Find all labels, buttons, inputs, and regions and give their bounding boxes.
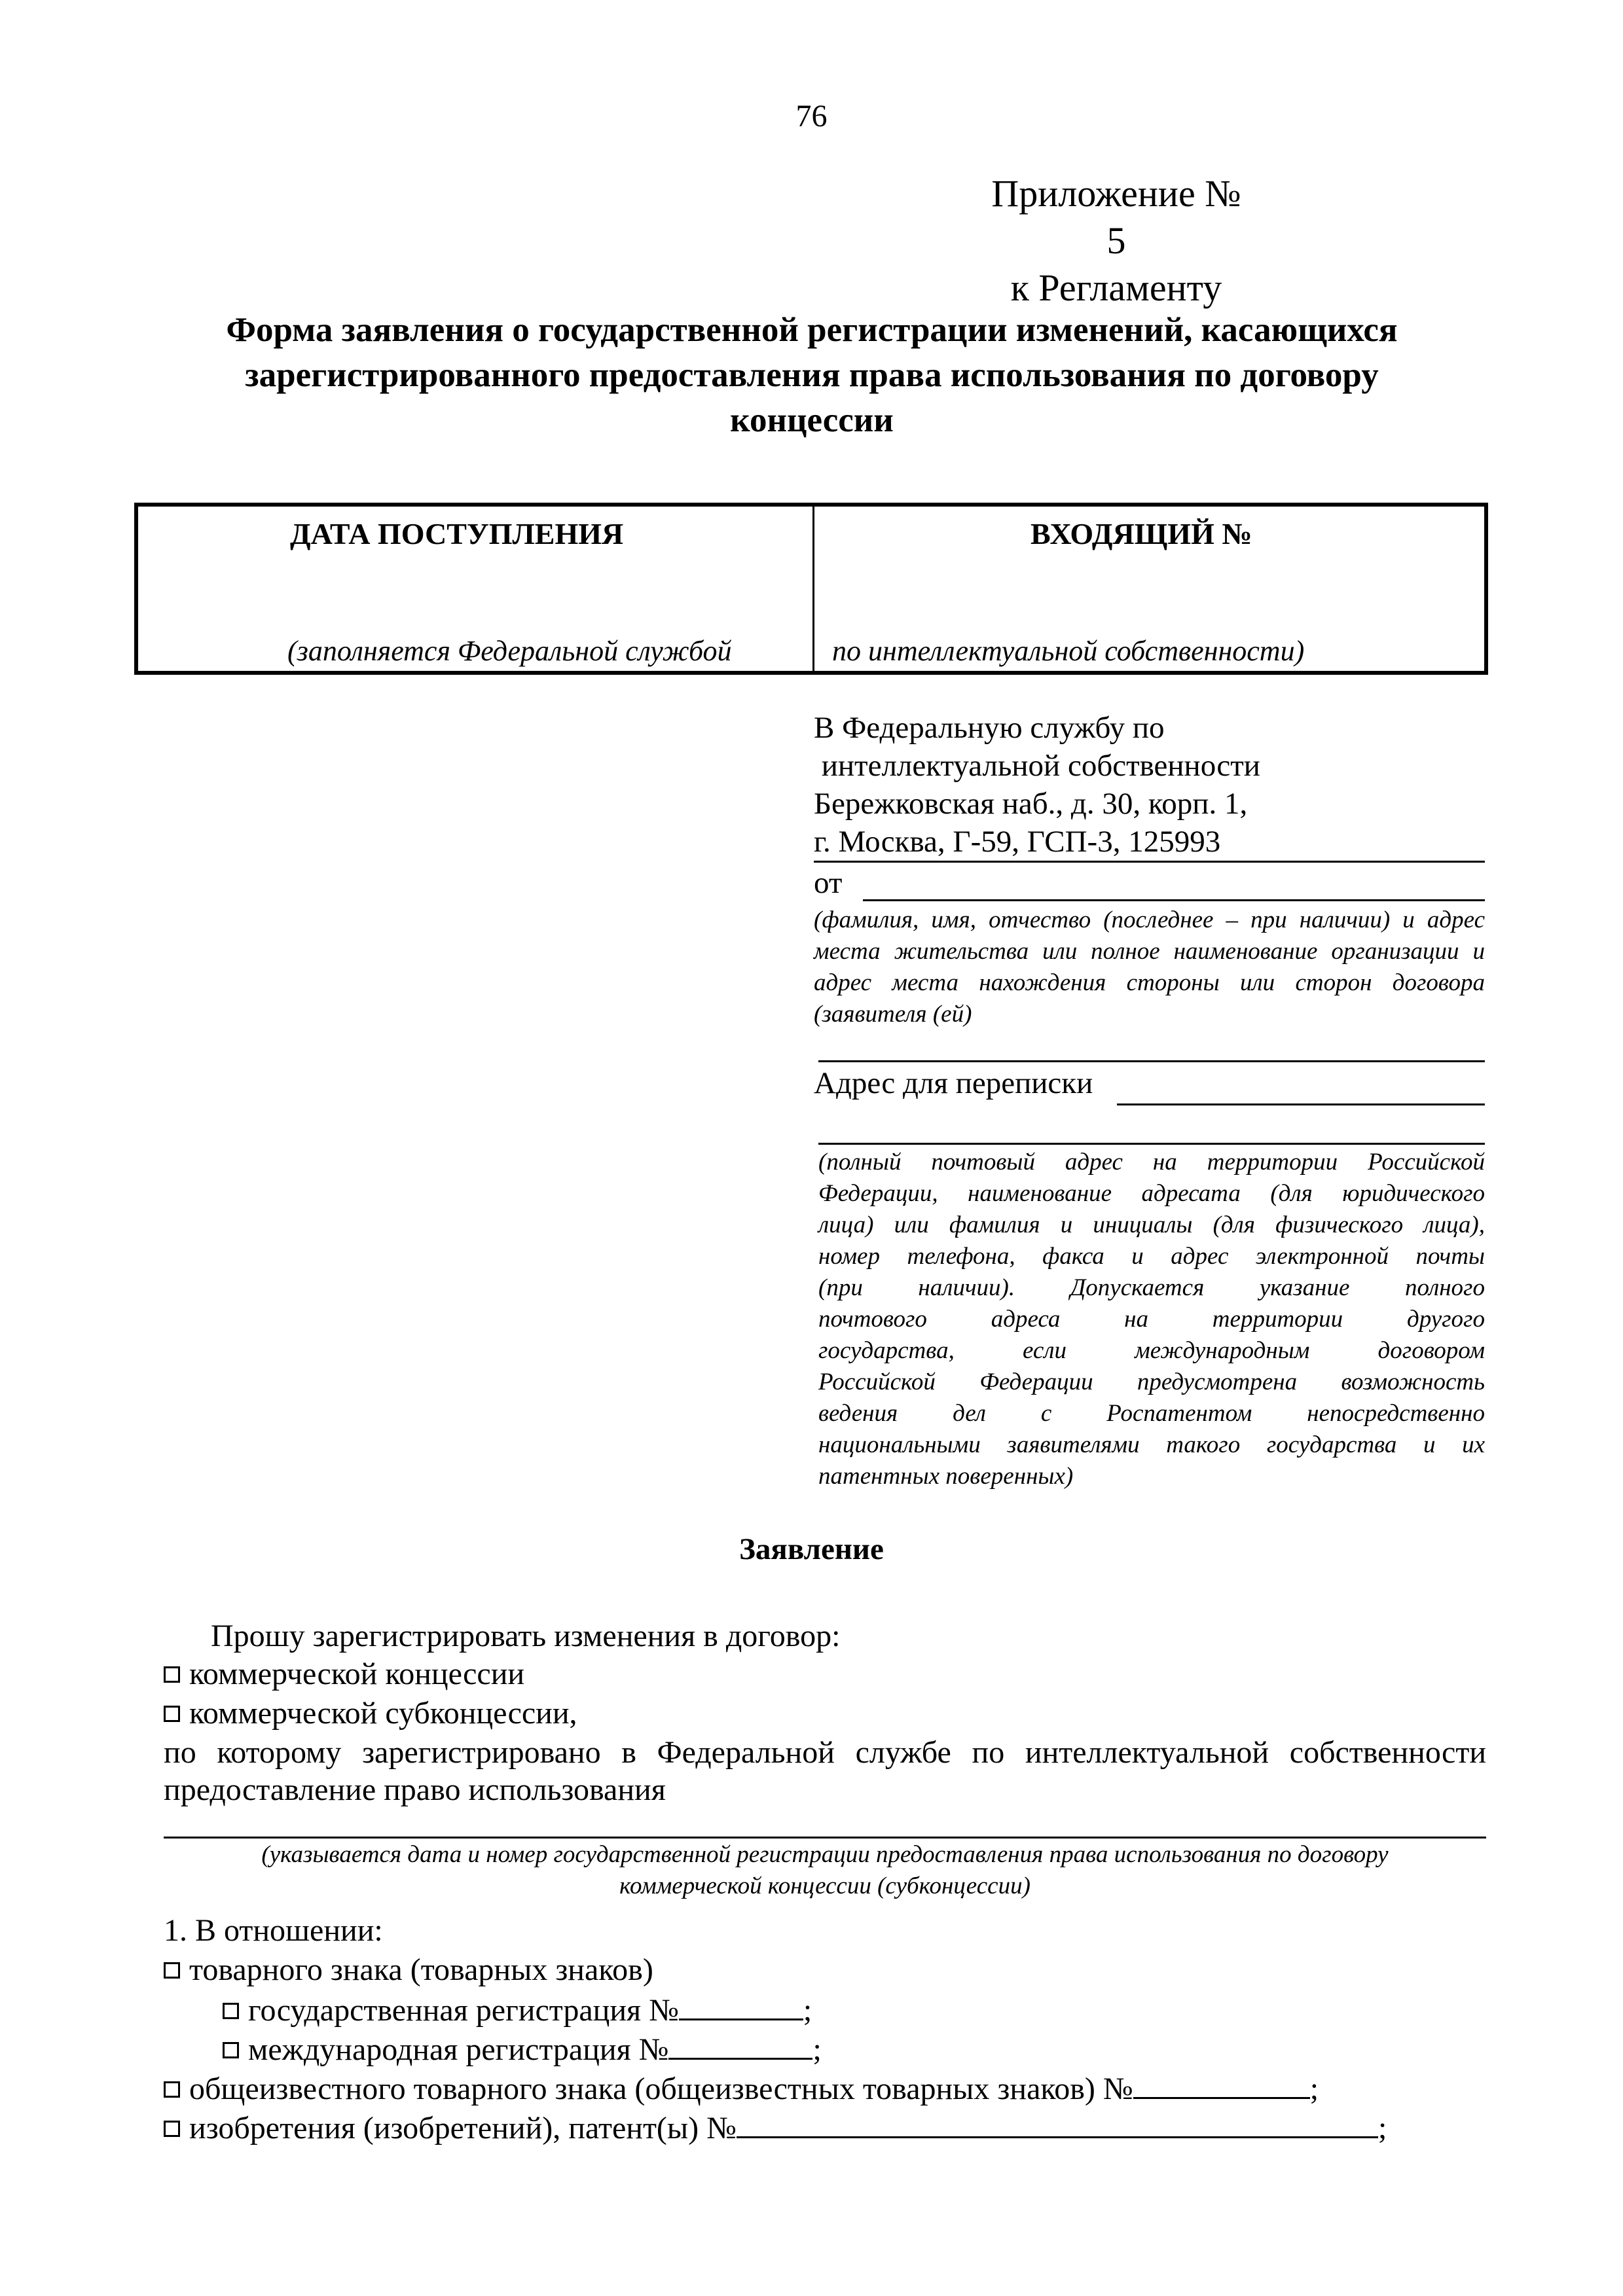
checkbox-trademark[interactable] xyxy=(164,1962,180,1979)
postal-note-line: ведения дел с Роспатентом непосредственно xyxy=(818,1400,1485,1427)
well-known-trademark-number-field[interactable] xyxy=(1133,2068,1310,2099)
option-invention-label: изобретения (изобретений), патент(ы) № xyxy=(189,2111,737,2145)
correspondence-address-label: Адрес для переписки xyxy=(814,1066,1093,1100)
state-registration-number-field[interactable] xyxy=(679,1990,803,2020)
addressee-block xyxy=(814,709,1260,861)
appendix-line-1: Приложение № 5 xyxy=(991,172,1241,262)
appendix-header xyxy=(985,170,1247,312)
postal-note-line: лица) или фамилия и инициалы (для физического лица), xyxy=(818,1211,1485,1238)
fill-note-left: (заполняется Федеральной службой xyxy=(287,635,732,667)
option-international-registration-label: международная регистрация № xyxy=(248,2032,669,2067)
applicant-field-line[interactable] xyxy=(818,1060,1485,1062)
addressee-line-4: г. Москва, Г-59, ГСП-3, 125993 xyxy=(814,825,1221,859)
well-known-trademark-end: ; xyxy=(1309,2072,1319,2106)
from-field-line[interactable] xyxy=(863,899,1485,901)
applicant-name-note: (фамилия, имя, отчество (последнее – при наличии) и адрес места жительства или полное наименование организации и адрес места нахождения стороны или сторон договора (заявителя (ей) xyxy=(814,906,1485,1028)
registration-box-divider xyxy=(812,507,814,671)
checkbox-state-registration[interactable] xyxy=(223,2003,239,2019)
page-number: 76 xyxy=(795,99,828,134)
statement-request: Прошу зарегистрировать изменения в договор: xyxy=(211,1619,841,1653)
section-1-heading: 1. В отношении: xyxy=(164,1913,383,1948)
option-international-registration xyxy=(223,2029,822,2070)
checkbox-commercial-subconcession[interactable] xyxy=(164,1706,180,1722)
international-registration-end: ; xyxy=(812,2032,822,2067)
postal-note-line: почтового адреса на территории другого xyxy=(818,1306,1485,1333)
postal-note-line: (при наличии). Допускается указание полного xyxy=(818,1274,1485,1301)
postal-note-line: (полный почтовый адрес на территории Российской xyxy=(818,1149,1485,1175)
option-state-registration xyxy=(223,1990,812,2030)
postal-note-line: патентных поверенных) xyxy=(818,1463,1074,1490)
addressee-line-3: Бережковская наб., д. 30, корп. 1, xyxy=(814,787,1248,821)
registration-note-line-1: (указывается дата и номер государственной регистрации предоставления права использования по договору xyxy=(261,1841,1389,1868)
addressee-line-2: интеллектуальной собственности xyxy=(814,749,1260,783)
option-trademark-label: товарного знака (товарных знаков) xyxy=(189,1952,653,1987)
registered-line-2: предоставление право использования xyxy=(164,1772,666,1807)
invention-end: ; xyxy=(1377,2111,1387,2145)
option-trademark xyxy=(164,1950,653,1990)
form-title-line-3: концессии xyxy=(730,401,894,439)
option-well-known-trademark xyxy=(164,2068,1319,2109)
correspondence-address-line-2[interactable] xyxy=(818,1143,1485,1145)
option-well-known-trademark-label: общеизвестного товарного знака (общеизвестных товарных знаков) № xyxy=(189,2072,1133,2106)
checkbox-invention[interactable] xyxy=(164,2121,180,2137)
option-commercial-subconcession xyxy=(164,1694,577,1733)
postal-note-line: государства, если международным договором xyxy=(818,1337,1485,1364)
checkbox-international-registration[interactable] xyxy=(223,2042,239,2058)
state-registration-end: ; xyxy=(803,1993,812,2028)
postal-note-line: номер телефона, факса и адрес электронной почты xyxy=(818,1243,1485,1270)
appendix-line-2: к Регламенту xyxy=(1010,266,1222,309)
statement-title: Заявление xyxy=(739,1532,884,1566)
postal-address-note xyxy=(818,1147,1485,1492)
postal-note-line: Федерации, наименование адресата (для юридического xyxy=(818,1180,1485,1207)
registered-line-1: по которому зарегистрировано в Федеральной службе по интеллектуальной собственности xyxy=(164,1735,1486,1770)
option-state-registration-label: государственная регистрация № xyxy=(248,1993,679,2028)
addressee-underline xyxy=(814,861,1485,863)
postal-note-line: Российской Федерации предусмотрена возможность xyxy=(818,1369,1485,1395)
option-invention xyxy=(164,2108,1387,2148)
postal-note-line: национальными заявителями такого государства и их xyxy=(818,1431,1485,1458)
correspondence-address-line[interactable] xyxy=(1117,1103,1485,1105)
registration-box xyxy=(134,503,1488,675)
option-commercial-subconcession-label: коммерческой субконцессии, xyxy=(189,1696,577,1731)
option-commercial-concession xyxy=(164,1655,524,1694)
registration-note-line-2: коммерческой концессии (субконцессии) xyxy=(619,1873,1030,1899)
from-label: от xyxy=(814,866,843,900)
incoming-number-header: ВХОДЯЩИЙ № xyxy=(1030,517,1252,550)
form-title-line-2: зарегистрированного предоставления права использования по договору xyxy=(245,356,1379,394)
form-title xyxy=(131,308,1493,443)
form-title-line-1: Форма заявления о государственной регистрации изменений, касающихся xyxy=(226,311,1398,349)
option-commercial-concession-label: коммерческой концессии xyxy=(189,1657,525,1691)
fill-note-right: по интеллектуальной собственности) xyxy=(832,635,1305,667)
addressee-line-1: В Федеральную службу по xyxy=(814,711,1165,745)
date-received-header: ДАТА ПОСТУПЛЕНИЯ xyxy=(290,517,624,550)
registration-details-line[interactable] xyxy=(164,1837,1486,1839)
checkbox-commercial-concession[interactable] xyxy=(164,1666,180,1683)
checkbox-well-known-trademark[interactable] xyxy=(164,2081,180,2098)
registration-details-note xyxy=(164,1839,1486,1902)
international-registration-number-field[interactable] xyxy=(668,2029,812,2060)
invention-patent-number-field[interactable] xyxy=(737,2108,1378,2138)
